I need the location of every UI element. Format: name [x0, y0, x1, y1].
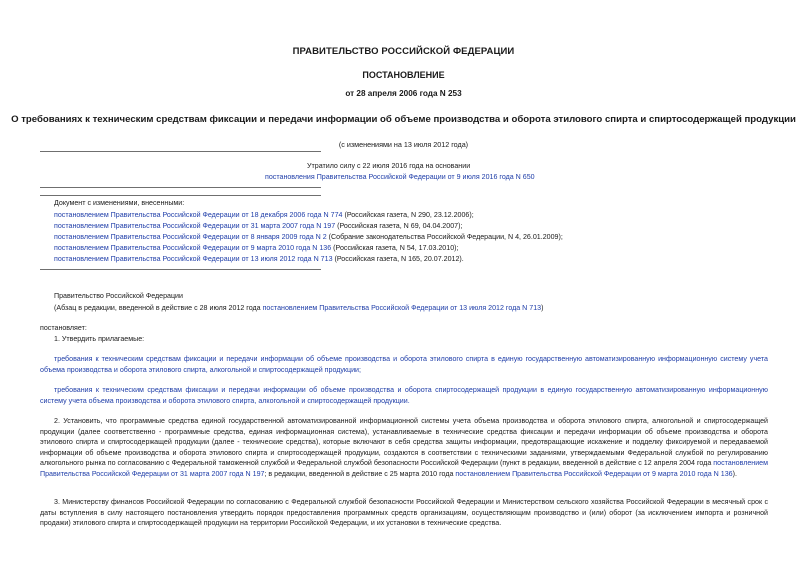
note-text: (Абзац в редакции, введенной в действие с 28 июля 2012 года — [54, 304, 263, 312]
item-2 — [40, 416, 768, 480]
item-2-link-1[interactable]: постановлением Правительства Российской Федерации от 31 марта 2007 года N 197 — [40, 459, 768, 478]
amendment-link[interactable]: постановлением Правительства Российской Федерации от 13 июля 2012 года N 713 — [54, 255, 333, 263]
changes-note: (с изменениями на 13 июля 2012 года) — [338, 140, 469, 149]
separator-rule — [40, 151, 321, 152]
repeal-link[interactable]: постановления Правительства Российской Федерации от 9 июля 2016 года N 650 — [265, 173, 535, 181]
document-type: ПОСТАНОВЛЕНИЕ — [362, 70, 445, 80]
document-date-number: от 28 апреля 2006 года N 253 — [345, 89, 462, 98]
government-note — [54, 304, 544, 313]
amendment-link[interactable]: постановлением Правительства Российской Федерации от 8 января 2009 года N 2 — [54, 233, 327, 241]
document-issuer: ПРАВИТЕЛЬСТВО РОССИЙСКОЙ ФЕДЕРАЦИИ — [292, 46, 515, 57]
item-2-text: ). — [732, 469, 737, 478]
item-3-text: 3. Министерству финансов Российской Федерации по согласованию с Федеральной службой безопасности Российской Федерации и Министерством сельского хозяйства Российской Федерации в месячный срок с даты вступления в силу настоящего постановления утвердить порядок предоставления программных средств организациям, осуществляющим производство и (или) оборот (за исключением импорта и розничной продажи) этилового спирта и спиртосодержащей продукции на территории Российской Федерации, и их установки в технические средства. — [40, 498, 768, 528]
separator-rule — [40, 269, 321, 270]
item-1: 1. Утвердить прилагаемые: — [54, 335, 145, 343]
amendment-item — [54, 211, 474, 220]
government-line: Правительство Российской Федерации — [54, 292, 183, 300]
status-text: Утратило силу с 22 июля 2016 года на основании — [307, 162, 471, 170]
item-2-text: ; в редакции, введенной в действие с 25 марта 2010 года — [264, 469, 456, 478]
amendment-source: (Российская газета, N 165, 20.07.2012). — [332, 255, 464, 263]
decrees-line: постановляет: — [40, 324, 87, 332]
item-3 — [40, 497, 768, 529]
amendment-item — [54, 222, 462, 231]
requirements-text-2[interactable]: требования к техническим средствам фиксации и передачи информации об объеме производства и оборота спиртосодержащей продукции в единую государственную автоматизированную информационную систему учета объема производства и оборота этилового спирта, алкогольной и спиртосодержащей продукции. — [40, 386, 768, 405]
document-title: О требованиях к техническим средствам фиксации и передачи информации об объеме производства и оборота этилового спирта и спиртосодержащей продукции — [11, 114, 796, 125]
note-link[interactable]: постановлением Правительства Российской Федерации от 13 июля 2012 года N 713 — [262, 304, 542, 312]
amendment-source: (Российская газета, N 54, 17.03.2010); — [331, 244, 459, 252]
requirements-link-2[interactable] — [40, 385, 768, 406]
amendment-link[interactable]: постановлением Правительства Российской Федерации от 31 марта 2007 года N 197 — [54, 222, 336, 230]
amendment-item — [54, 255, 464, 264]
amendment-source: (Собрание законодательства Российской Федерации, N 4, 26.01.2009); — [326, 233, 563, 241]
amendment-item — [54, 233, 563, 242]
item-2-link-2[interactable]: постановлением Правительства Российской Федерации от 9 марта 2010 года N 136 — [455, 469, 733, 478]
requirements-link-1[interactable] — [40, 354, 768, 375]
requirements-text-1[interactable]: требования к техническим средствам фиксации и передачи информации об объеме производства и оборота этилового спирта в единую государственную автоматизированную информационную систему учета объема производства и оборота этилового спирта, алкогольной и спиртосодержащей продукции; — [40, 355, 768, 374]
note-text: ) — [541, 304, 544, 312]
amendment-link[interactable]: постановлением Правительства Российской Федерации от 18 декабря 2006 года N 774 — [54, 211, 343, 219]
separator-rule — [40, 187, 321, 188]
separator-rule — [40, 195, 321, 196]
amendment-link[interactable]: постановлением Правительства Российской Федерации от 9 марта 2010 года N 136 — [54, 244, 332, 252]
item-2-text: 2. Установить, что программные средства единой государственной автоматизированной информационной системы учета объема производства и оборота этилового спирта, алкогольной и спиртосодержащей продукции (далее соответственно - программные средства, единая информационная система), устанавливаемые в технические средства фиксации и передачи информации об объеме производства и оборота этилового спирта и спиртосодержащей продукции (далее - технические средства), которые включают в себя средства защиты информации, предотвращающие искажение и подделку фиксируемой и передаваемой информации об объеме производства и оборота этилового спирта и спиртосодержащей продукции, создаются в соответствии с техническими заданиями, утверждаемыми Федеральной службой по регулированию алкогольного рынка по согласованию с Федеральной таможенной службой и Федеральной службой безопасности Российской Федерации (пункт в редакции, введенной в действие с 12 апреля 2004 года — [40, 417, 768, 468]
amendment-source: (Российская газета, N 290, 23.12.2006); — [342, 211, 474, 219]
amendment-item — [54, 244, 458, 253]
amendment-source: (Российская газета, N 69, 04.04.2007); — [335, 222, 463, 230]
amendments-intro: Документ с изменениями, внесенными: — [54, 199, 185, 207]
